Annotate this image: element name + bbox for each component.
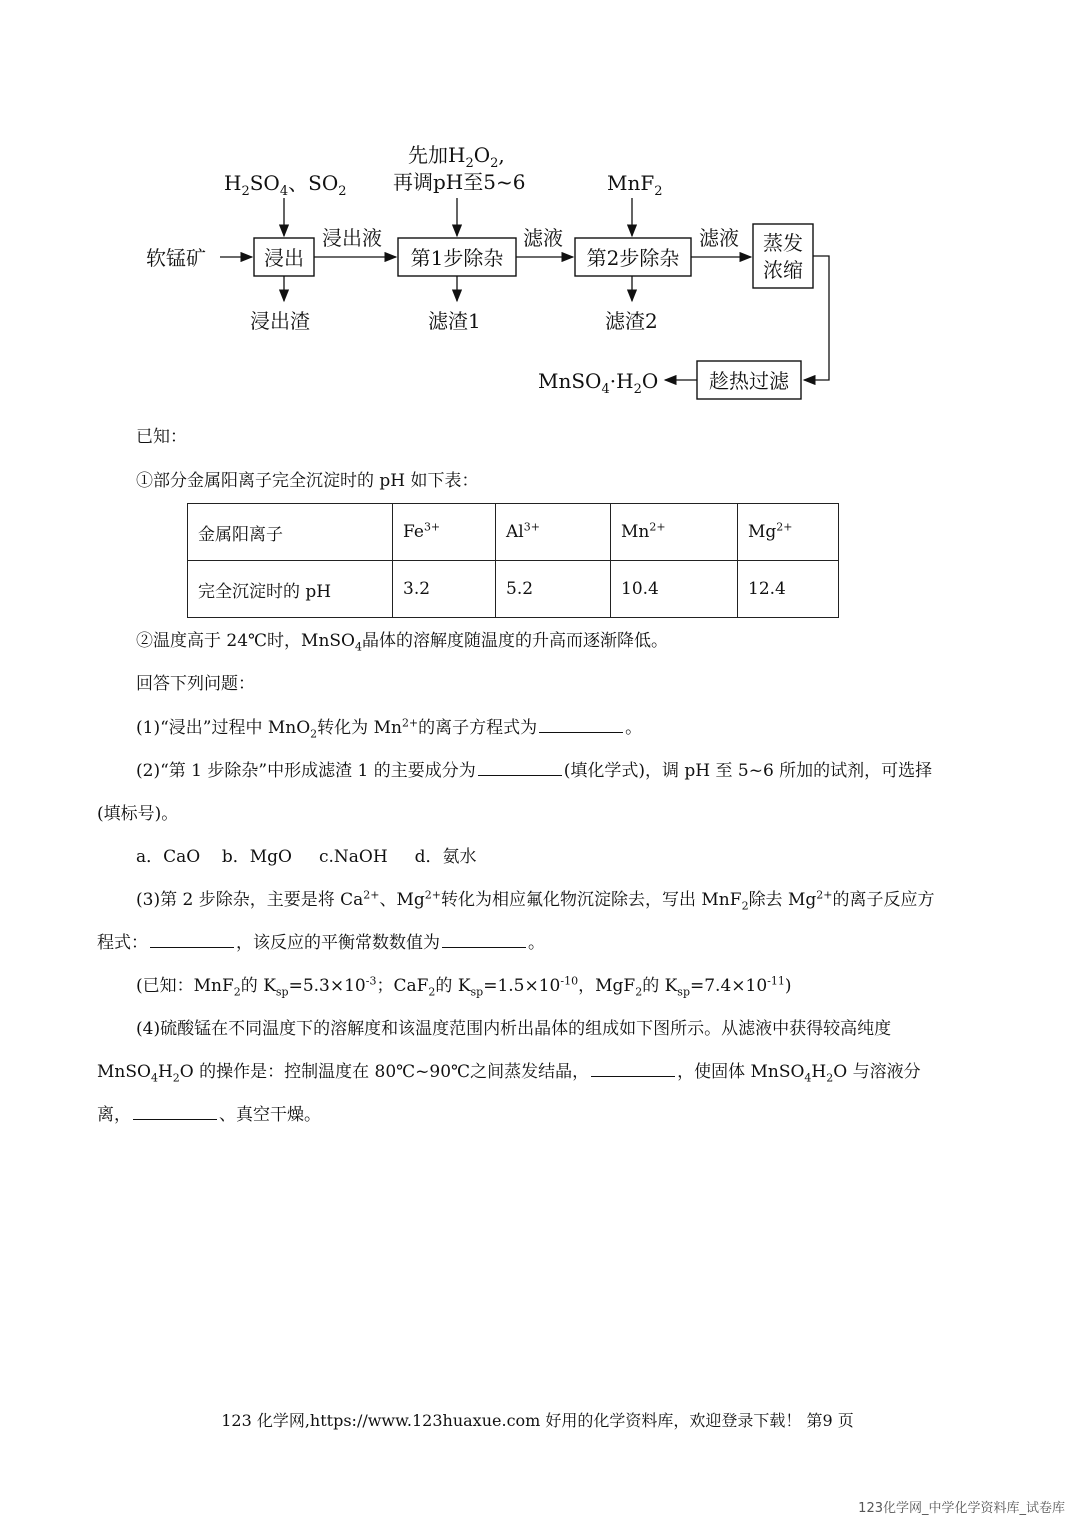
svg-text:浓缩: 浓缩 <box>763 258 803 282</box>
answer-blank[interactable] <box>150 933 234 948</box>
leachate-label: 浸出液 <box>322 226 382 250</box>
question-3-cont: 程式： ，该反应的平衡常数数值为 。 <box>97 933 545 953</box>
filtrate1-label: 滤液 <box>523 226 563 250</box>
table-header-row <box>188 504 839 561</box>
svg-text:蒸发: 蒸发 <box>763 231 803 255</box>
residue1-label: 滤渣1 <box>428 309 481 333</box>
svg-text:第1步除杂: 第1步除杂 <box>410 246 504 270</box>
product-label: $MnSO_4\cdot H_2O$ <box>538 369 659 397</box>
table-cell: 完全沉淀时的 pH <box>188 561 393 618</box>
table-cell: 3.2 <box>393 561 496 618</box>
answer-blank[interactable] <box>478 761 562 776</box>
question-3: (3)第 2 步除杂，主要是将 $Ca^{2+}$、$Mg^{2+}$转化为相应氟化物沉淀除去，写出 MnF$_2$除去 $Mg^{2+}$的离子反应方 <box>136 888 935 913</box>
answer-intro: 回答下列问题： <box>136 674 255 694</box>
table-cell: 5.2 <box>496 561 611 618</box>
svg-text:第2步除杂: 第2步除杂 <box>586 246 680 270</box>
table-cell: $Al^{3+}$ <box>496 504 611 561</box>
ph-table <box>187 503 839 618</box>
question-4-cont: $MnSO_4H_2O$ 的操作是：控制温度在 80℃~90℃之间蒸发结晶， ，使固体 $MnSO_4H_2O$ 与溶液分 <box>97 1062 921 1085</box>
table-cell: $Fe^{3+}$ <box>393 504 496 561</box>
known-title: 已知： <box>136 427 187 447</box>
table-row <box>188 561 839 618</box>
answer-blank[interactable] <box>591 1062 675 1077</box>
svg-text:浸出: 浸出 <box>264 246 304 270</box>
question-1: (1)“浸出”过程中 MnO$_2$转化为 $Mn^{2+}$的离子方程式为 。 <box>136 716 643 741</box>
step1-reagent-line2: 再调pH至5~6 <box>393 170 526 194</box>
page-footer: 123 化学网,https://www.123huaxue.com 好用的化学资料库，欢迎登录下载！ 第9 页 <box>221 1411 854 1430</box>
step1-reagent-line1: 先加$H_2O_2$, <box>408 143 505 171</box>
table-cell: $Mg^{2+}$ <box>738 504 839 561</box>
question-4-cont2: 离， 、真空干燥。 <box>97 1105 321 1125</box>
residue-leach-label: 浸出渣 <box>250 309 310 333</box>
answer-blank[interactable] <box>539 718 623 733</box>
svg-text:趁热过滤: 趁热过滤 <box>709 369 789 393</box>
table-cell: 金属阳离子 <box>188 504 393 561</box>
table-cell: $Mn^{2+}$ <box>611 504 738 561</box>
question-2-options: a．CaO b．MgO c.NaOH d．氨水 <box>136 847 477 867</box>
question-4: (4)硫酸锰在不同温度下的溶解度和该温度范围内析出晶体的组成如下图所示。从滤液中获得较高纯度 <box>136 1019 892 1039</box>
known-2: ②温度高于 24℃时，MnSO$_4$晶体的溶解度随温度的升高而逐渐降低。 <box>136 631 668 654</box>
leach-reagents-label: $H_2SO_4$、$SO_2$ <box>224 171 347 199</box>
ksp-note: (已知：MnF$_2$的 $K_{sp}=5.3\times 10^{-3}$；CaF$_2$的 $K_{sp}=1.5\times 10^{-10}$，MgF$_2$的 $K_{sp}=7.4\times 10^{-11}$) <box>136 974 792 999</box>
table-cell: 10.4 <box>611 561 738 618</box>
table-cell: 12.4 <box>738 561 839 618</box>
residue2-label: 滤渣2 <box>605 309 658 333</box>
question-2-cont: (填标号)。 <box>97 804 179 824</box>
process-flow-diagram <box>0 0 1075 420</box>
filtrate2-label: 滤液 <box>699 226 739 250</box>
known-1: ①部分金属阳离子完全沉淀时的 pH 如下表： <box>136 471 479 491</box>
question-2: (2)“第 1 步除杂”中形成滤渣 1 的主要成分为 (填化学式)，调 pH 至 5~6 所加的试剂，可选择 <box>136 761 933 781</box>
step2-reagent-label: MnF$_2$ <box>607 171 663 199</box>
raw-material-label: 软锰矿 <box>146 246 206 270</box>
answer-blank[interactable] <box>442 933 526 948</box>
watermark: 123化学网_中学化学资料库_试卷库 <box>858 1501 1065 1516</box>
answer-blank[interactable] <box>133 1105 217 1120</box>
